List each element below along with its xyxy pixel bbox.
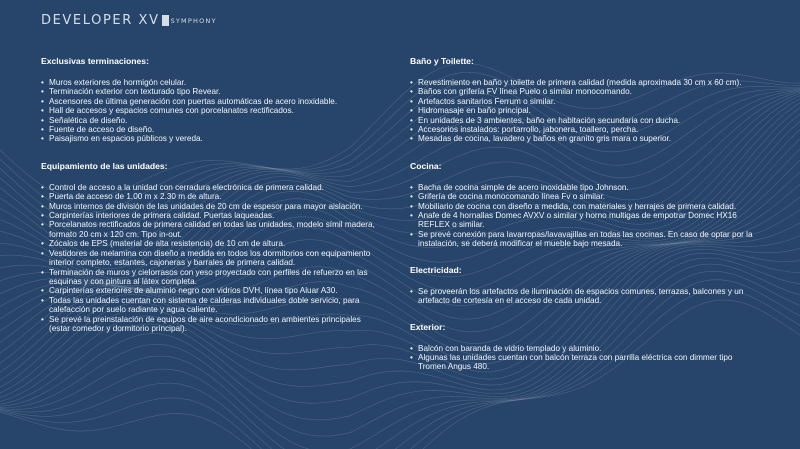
brand-name: DEVELOPER XV [41,13,160,28]
square-mark-icon [162,15,169,26]
section-cocina [410,161,760,249]
section-title: Electricidad: [410,264,462,275]
section-equipamiento [41,161,381,334]
list-item: • Puerta de acceso de 1.00 m x 2.30 m de altura. [41,192,381,201]
right-column [410,56,760,372]
section-title: Cocina: [410,160,442,171]
section-exterior [410,322,760,372]
list-item: • En unidades de 3 ambientes, baño en habitación secundaria con ducha. [410,116,760,125]
bullet-list [41,183,381,334]
list-item: • Hall de accesos y espacios comunes con porcelanatos rectificados. [41,106,381,115]
list-item: • Bacha de cocina simple de acero inoxidable tipo Johnson. [410,183,760,192]
section-terminaciones [41,56,381,144]
bullet-list [410,183,760,249]
bullet-list [410,344,760,372]
list-item: • Zócalos de EPS (material de alta resistencia) de 10 cm de altura. [41,239,381,248]
list-item: • Balcón con baranda de vidrio templado y aluminio. [410,344,760,353]
list-item: • Se proveerán los artefactos de iluminación de espacios comunes, terrazas, balcones y un artefacto de cortesía en el acceso de cada unidad. [410,287,760,306]
list-item: • Control de acceso a la unidad con cerradura electrónica de primera calidad. [41,183,381,192]
section-title: Exclusivas terminaciones: [41,56,149,66]
list-item: • Terminación exterior con texturado tipo Revear. [41,87,381,96]
list-item: • Ascensores de última generación con puertas automáticas de acero inoxidable. [41,97,381,106]
list-item: • Todas las unidades cuentan con sistema de calderas individuales doble servicio, para calefacción por suelo radiante y agua caliente. [41,296,381,315]
section-title: Exterior: [410,321,446,332]
section-title: Equipamiento de las unidades: [41,160,168,171]
list-item: • Se prevé conexión para lavarropas/lavavajillas en todas las cocinas. En caso de optar por la instalación, se deberá modificar el mueble bajo mesada. [410,230,760,249]
left-column [41,56,381,333]
section-electricidad [410,265,760,306]
bullet-list [41,78,381,144]
list-item: • Carpinterías interiores de primera calidad. Puertas laqueadas. [41,211,381,220]
list-item: • Vestidores de melamina con diseño a medida en todos los dormitorios con equipamiento interior completo, estantes, cajoneras y barrales de primera calidad. [41,249,381,268]
brand-subtitle: SYMPHONY [170,16,217,25]
list-item: • Grifería de cocina monocomando línea Fv o similar. [410,192,760,201]
list-item: • Terminación de muros y cielorrasos con yeso proyectado con perfiles de refuerzo en las esquinas y con pintura al látex completa. [41,268,381,287]
list-item: • Porcelanatos rectificados de primera calidad en todas las unidades, modelo símil madera, formato 20 cm x 120 cm. Tipo in-out. [41,220,381,239]
section-bano [410,56,760,144]
list-item: • Fuente de acceso de diseño. [41,125,381,134]
list-item: • Algunas las unidades cuentan con balcón terraza con parrilla eléctrica con dimmer tipo Tromen Angus 480. [410,353,760,372]
list-item: • Muros internos de división de las unidades de 20 cm de espesor para mayor aislación. [41,202,381,211]
header [41,13,217,28]
list-item: • Mobiliario de cocina con diseño a medida, con materiales y herrajes de primera calidad. [410,202,760,211]
list-item: • Señalética de diseño. [41,116,381,125]
list-item: • Accesorios instalados: portarrollo, jabonera, toallero, percha. [410,125,760,134]
list-item: • Carpinterías exteriores de aluminio negro con vidrios DVH, línea tipo Aluar A30. [41,286,381,295]
list-item: • Artefactos sanitarios Ferrum o similar. [410,97,760,106]
list-item: • Muros exteriores de hormigón celular. [41,78,381,87]
list-item: • Anafe de 4 hornallas Domec AVXV o similar y horno multigas de empotrar Domec HX16 REFLEX o similar. [410,211,760,230]
list-item: • Revestimiento en baño y toilette de primera calidad (medida aproximada 30 cm x 60 cm). [410,78,760,87]
bullet-list [410,78,760,144]
bullet-list [410,287,760,306]
list-item: • Paisajismo en espacios públicos y vereda. [41,134,381,143]
list-item: • Se prevé la preinstalación de equipos de aire acondicionado en ambientes principales (estar comedor y dormitorio principal). [41,315,381,334]
list-item: • Hidromasaje en baño principal. [410,106,760,115]
list-item: • Mesadas de cocina, lavadero y baños en granito gris mara o superior. [410,134,760,143]
section-title: Baño y Toilette: [410,56,474,66]
list-item: • Baños con grifería FV línea Puelo o similar monocomando. [410,87,760,96]
